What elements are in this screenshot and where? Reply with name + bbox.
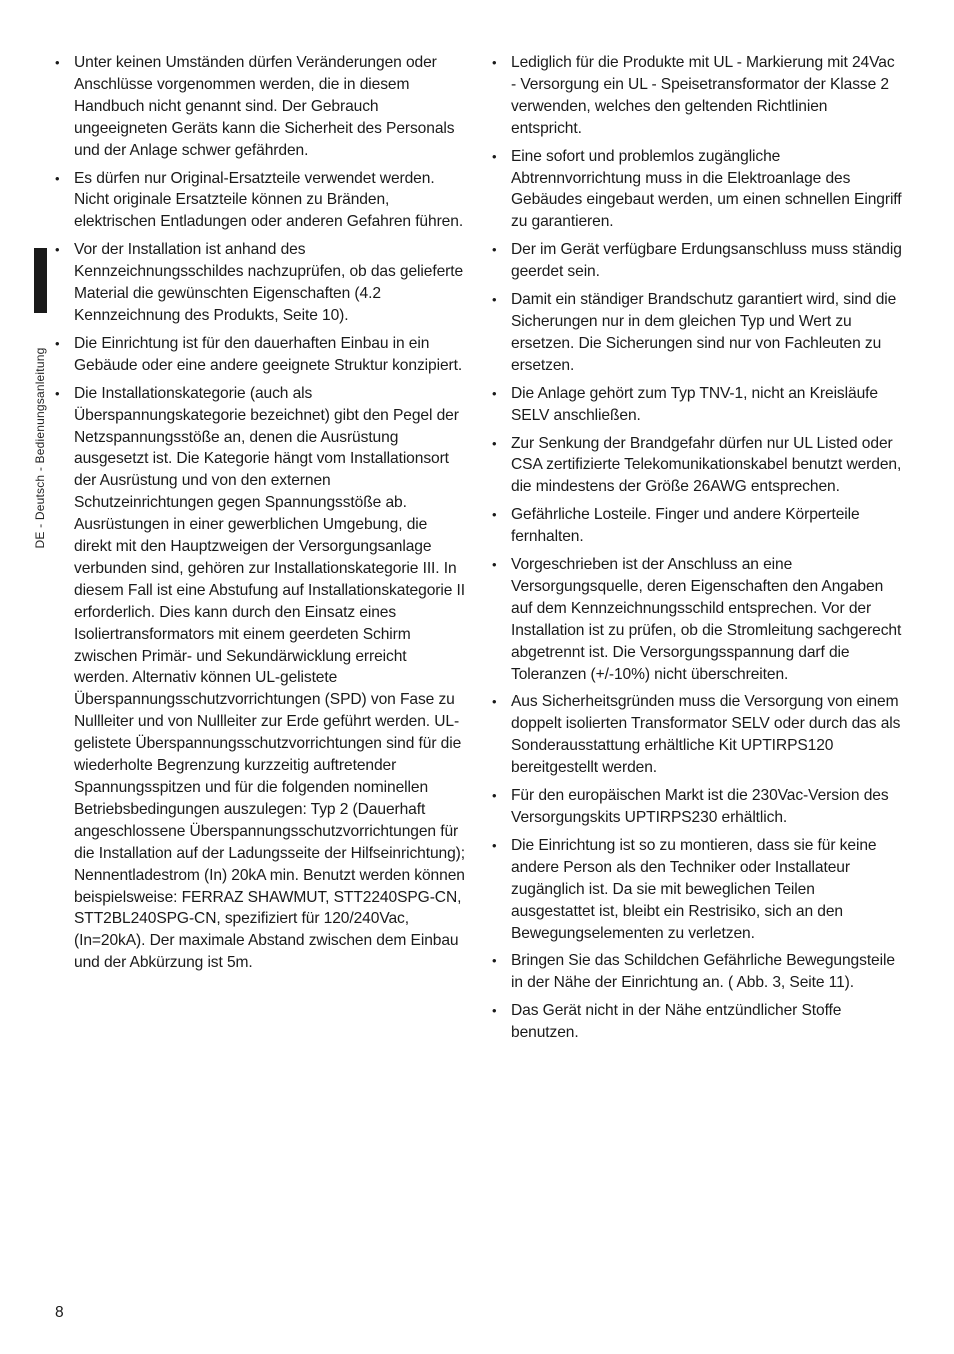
section-marker-bar xyxy=(34,248,47,313)
list-item: • Gefährliche Losteile. Finger und andere Körperteile fernhalten. xyxy=(492,504,902,548)
left-bullet-list xyxy=(55,52,465,974)
left-column xyxy=(55,52,465,980)
section-side-label: DE - Deutsch - Bedienungsanleitung xyxy=(33,347,47,549)
list-item: • Bringen Sie das Schildchen Gefährliche Bewegungsteile in der Nähe der Einrichtung an. ( Abb. 3, Seite 11). xyxy=(492,950,902,994)
list-item: • Vor der Installation ist anhand des Kennzeichnungsschildes nachzuprüfen, ob das gelieferte Material die gewünschten Eigenschaften (4.2 Kennzeichnung des Produkts, Seite 10). xyxy=(55,239,465,327)
right-bullet-list xyxy=(492,52,902,1044)
list-item: • Zur Senkung der Brandgefahr dürfen nur UL Listed oder CSA zertifizierte Telekomunikationskabel benutzt werden, die mindestens der Größe 26AWG entsprechen. xyxy=(492,433,902,499)
list-item: • Die Installationskategorie (auch als Überspannungskategorie bezeichnet) gibt den Pegel der Netzspannungsstöße an, denen die Ausrüstung ausgesetzt ist. Die Kategorie hängt vom Installationsort der Ausrüstung und von den externen Schutzeinrichtungen gegen Spannungsstöße ab. Ausrüstungen in einer gewerblichen Umgebung, die direkt mit den Hauptzweigen der Versorgungsanlage verbunden sind, gehören zur Installationskategorie III. In diesem Fall ist eine Abstufung auf Installationskategorie II erforderlich. Dies kann durch den Einsatz eines Isoliertransformators mit einem geerdeten Schirm zwischen Primär- und Sekundärwicklung erreicht werden. Alternativ können UL-gelistete Überspannungsschutzvorrichtungen (SPD) von Fase zu Nullleiter und von Nullleiter zur Erde geführt werden. UL-gelistete Überspannungsschutzvorrichtungen sind für die wiederholte Begrenzung kurzzeitig auftretender Spannungsspitzen und für die folgenden nominellen Betriebsbedingungen auszulegen: Typ 2 (Dauerhaft angeschlossene Überspannungsschutzvorrichtungen für die Installation auf der Ladungsseite der Hilfseinrichtung); Nennentladestrom (In) 20kA min. Benutzt werden können beispielsweise: FERRAZ SHAWMUT, STT2240SPG-CN, STT2BL240SPG-CN, spezifiziert für 120/240Vac, (In=20kA). Der maximale Abstand zwischen dem Einbau und der Abkürzung ist 5m. xyxy=(55,383,465,974)
list-item: • Für den europäischen Markt ist die 230Vac-Version des Versorgungskits UPTIRPS230 erhältlich. xyxy=(492,785,902,829)
list-item: • Unter keinen Umständen dürfen Veränderungen oder Anschlüsse vorgenommen werden, die in diesem Handbuch nicht genannt sind. Der Gebrauch ungeeigneten Geräts kann die Sicherheit des Personals und der Anlage schwer gefährden. xyxy=(55,52,465,162)
right-column xyxy=(492,52,902,1050)
list-item: • Damit ein ständiger Brandschutz garantiert wird, sind die Sicherungen nur in dem gleichen Typ und Wert zu ersetzen. Die Sicherungen sind nur von Fachleuten zu ersetzen. xyxy=(492,289,902,377)
list-item: • Die Einrichtung ist so zu montieren, dass sie für keine andere Person als den Techniker oder Installateur zugänglich ist. Da sie mit beweglichen Teilen ausgestattet ist, bleibt ein Restrisiko, sich an den Bewegungselementen zu verletzen. xyxy=(492,835,902,945)
list-item: • Das Gerät nicht in der Nähe entzündlicher Stoffe benutzen. xyxy=(492,1000,902,1044)
list-item: • Aus Sicherheitsgründen muss die Versorgung von einem doppelt isolierten Transformator SELV oder durch das als Sonderausstattung erhältliche Kit UPTIRPS120 bereitgestellt werden. xyxy=(492,691,902,779)
page-number: 8 xyxy=(55,1304,64,1321)
list-item: • Lediglich für die Produkte mit UL - Markierung mit 24Vac - Versorgung ein UL - Speisetransformator der Klasse 2 verwenden, welches den geltenden Richtlinien entspricht. xyxy=(492,52,902,140)
list-item: • Der im Gerät verfügbare Erdungsanschluss muss ständig geerdet sein. xyxy=(492,239,902,283)
list-item: • Die Einrichtung ist für den dauerhaften Einbau in ein Gebäude oder eine andere geeignete Struktur konzipiert. xyxy=(55,333,465,377)
list-item: • Eine sofort und problemlos zugängliche Abtrennvorrichtung muss in die Elektroanlage des Gebäudes eingebaut werden, um einen schnellen Eingriff zu garantieren. xyxy=(492,146,902,234)
list-item: • Vorgeschrieben ist der Anschluss an eine Versorgungsquelle, deren Eigenschaften den Angaben auf dem Kennzeichnungsschild entsprechen. Vor der Installation ist zu prüfen, ob die Stromleitung sachgerecht abgetrennt ist. Die Versorgungsspannung darf die Toleranzen (+/-10%) nicht überschreiten. xyxy=(492,554,902,685)
list-item: • Die Anlage gehört zum Typ TNV-1, nicht an Kreisläufe SELV anschließen. xyxy=(492,383,902,427)
list-item: • Es dürfen nur Original-Ersatzteile verwendet werden. Nicht originale Ersatzteile können zu Bränden, elektrischen Entladungen oder anderen Gefahren führen. xyxy=(55,168,465,234)
